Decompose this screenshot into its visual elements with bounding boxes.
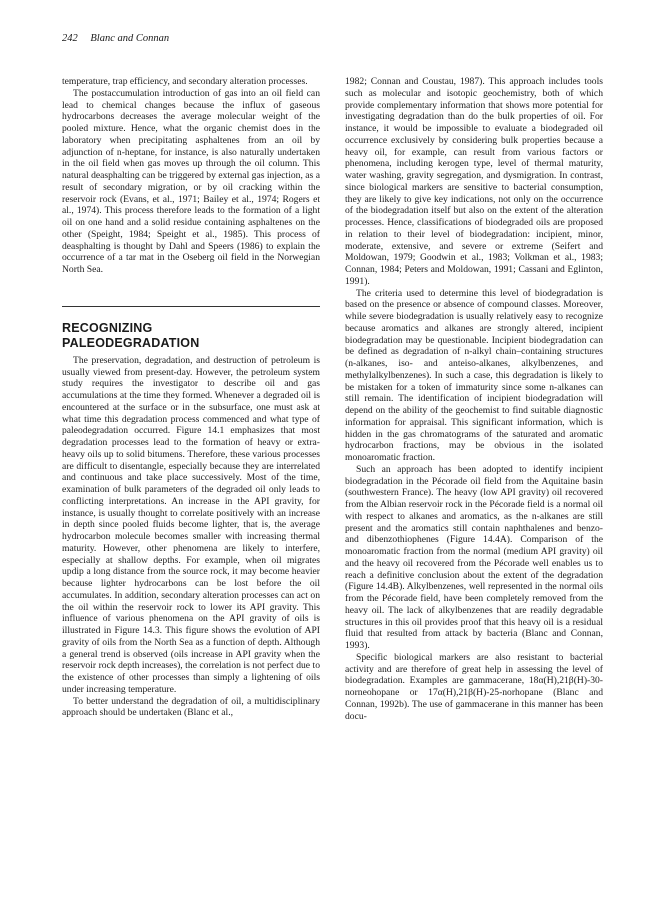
left-paragraph-2: The postaccumulation introduction of gas into an oil field can lead to chemical changes because the influx of gaseous hydrocarbons decreases the average molecular weight of the pooled mixture. Hence, what the organic chemist does in the laboratory when precipitating asphaltenes from an oil by adjunction of n-heptane, for instance, is also naturally undertaken in the oil field when gas moves up through the oil column. This natural deasphalting can be triggered by external gas injection, as a result of secondary migration, or by oil cracking within the reservoir rock (Evans, et al., 1971; Bailey et al., 1974; Rogers et al., 1974). This process therefore leads to the formation of a light oil on one hand and a solid residue containing asphaltenes on the other (Speight, 1984; Speight et al., 1985). This process of deasphalting is thought by Dahl and Speers (1986) to explain the occurrence of a tar mat in the Oseberg oil field in the Norwegian North Sea. (62, 87, 320, 275)
right-paragraph-1: 1982; Connan and Coustau, 1987). This approach includes tools such as molecular and isotopic geochemistry, both of which provide complementary information that shows more potential for investigating degradation than do the bulk properties of oil. For instance, it would be impossible to evaluate a biodegraded oil occurrence exclusively by considering bulk properties because a heavy oil, for example, can result from various factors or phenomena, including kerogen type, level of thermal maturity, water washing, gravity segregation, and dysmigration. In contrast, since biological markers are sensitive to bacterial consumption, they are likely to give key indications, not only on the occurrence of the biodegradation itself but also on the extent of the alteration processes. Hence, classifications of biodegraded oils are proposed in relation to their level of biodegradation: incipient, minor, moderate, extensive, and severe or extreme (Seifert and Moldowan, 1979; Goodwin et al., 1983; Volkman et al., 1983; Connan, 1984; Peters and Moldowan, 1991; Cassani and Eglinton, 1991). (345, 76, 603, 287)
page-header (62, 33, 169, 44)
running-title: Blanc and Connan (90, 33, 170, 44)
section-divider (62, 306, 320, 307)
page-number: 242 (62, 33, 78, 44)
right-paragraph-4: Specific biological markers are also resistant to bacterial activity and are therefore of great help in assessing the level of biodegradation. Examples are gammacerane, 18α(H),21β(H)-30-norneohopane or 17α(H),21β(H)-25-norhopane (Blanc and Connan, 1992b). The use of gammacerane in this manner has been docu- (345, 651, 603, 722)
right-paragraph-2: The criteria used to determine this level of biodegradation is based on the presence or absence of compound classes. Moreover, while severe biodegradation is usually relatively easy to recognize because aromatics and alkanes are strongly altered, incipient biodegradation may be questionable. Incipient biodegradation can be defined as degradation of n-alkyl chain–containing structures (n-alkanes, iso- and anteiso-alkanes, alkylbenzenes, and methylalkylbenzenes). In such a case, this degradation is likely to be mistaken for a token of immaturity since some n-alkanes can still remain. The identification of incipient biodegradation will depend on the ability of the geochemist to find suitable diagnostic information for appraisal. This significant information, which is hidden in the gas chromatograms of the saturated and aromatic hydrocarbon fractions, may be obvious in the isolated monoaromatic fraction. (345, 287, 603, 463)
section-heading-line-1: RECOGNIZING (62, 320, 153, 335)
right-paragraph-3: Such an approach has been adopted to identify incipient biodegradation in the Pécorade oil field from the Aquitaine basin (southwestern France). The heavy (low API gravity) oil recovered from the Albian reservoir rock in the Pécorade field is a normal oil with respect to alkanes and aromatics, as the n-alkanes are still present and the aromatics still contain naphthalenes and benzo- and dibenzothiophenes (Figure 14.4A). Comparison of the monoaromatic fraction from the normal (medium API gravity) oil and the heavy oil recovered from the Pécorade well enables us to reach a definitive conclusion about the extent of the degradation (Figure 14.4B). Alkylbenzenes, well represented in the normal oils from the Pécorade field, have been completely removed from the heavy oil. The lack of alkylbenzenes that are readily degradable structures in this oil provides proof that this heavy oil is a residual fluid that resulted from attack by bacteria (Blanc and Connan, 1993). (345, 463, 603, 651)
left-column (62, 76, 320, 719)
left-paragraph-3: The preservation, degradation, and destruction of petroleum is usually viewed from present-day. However, the petroleum system study requires the investigator to describe oil and gas accumulations at the time they formed. Whenever a degraded oil is encountered at the surface or in the subsurface, one must ask at what time this degradation process commenced and what type of paleodegradation occurred. Figure 14.1 emphasizes that most degradation processes lead to the formation of heavy or extra-heavy oils up to solid bitumens. Therefore, these various processes are difficult to disentangle, especially because they are interrelated and continuous and take place successively. Most of the time, examination of bulk parameters of the degraded oil only leads to conflicting interpretations. An increase in the API gravity, for instance, is usually thought to correlate positively with an increase in depth since pooled fluids become lighter, that is, the average hydrocarbon molecule becomes smaller with increasing thermal maturity. However, other phenomena are likely to interfere, especially at shallow depths. For example, when oil migrates updip a long distance from the source rock, it may become heavier because lighter hydrocarbons can be lost before the oil accumulates. In addition, secondary alteration processes can act on the oil within the reservoir rock to lower its API gravity. This influence of various phenomena on the API gravity of oils is illustrated in Figure 14.3. This figure shows the evolution of API gravity of oils from the North Sea as a function of depth. Although a general trend is observed (oils increase in API gravity when the reservoir rock depth increases), the correlation is not perfect due to the existence of other processes than simply a lightening of oils under increasing temperature. (62, 354, 320, 695)
section-heading (62, 321, 320, 351)
section-heading-line-2: PALEODEGRADATION (62, 335, 200, 350)
right-column (345, 76, 603, 722)
left-paragraph-4: To better understand the degradation of oil, a multidisciplinary approach should be undertaken (Blanc et al., (62, 695, 320, 719)
left-paragraph-1: temperature, trap efficiency, and secondary alteration processes. (62, 76, 308, 87)
